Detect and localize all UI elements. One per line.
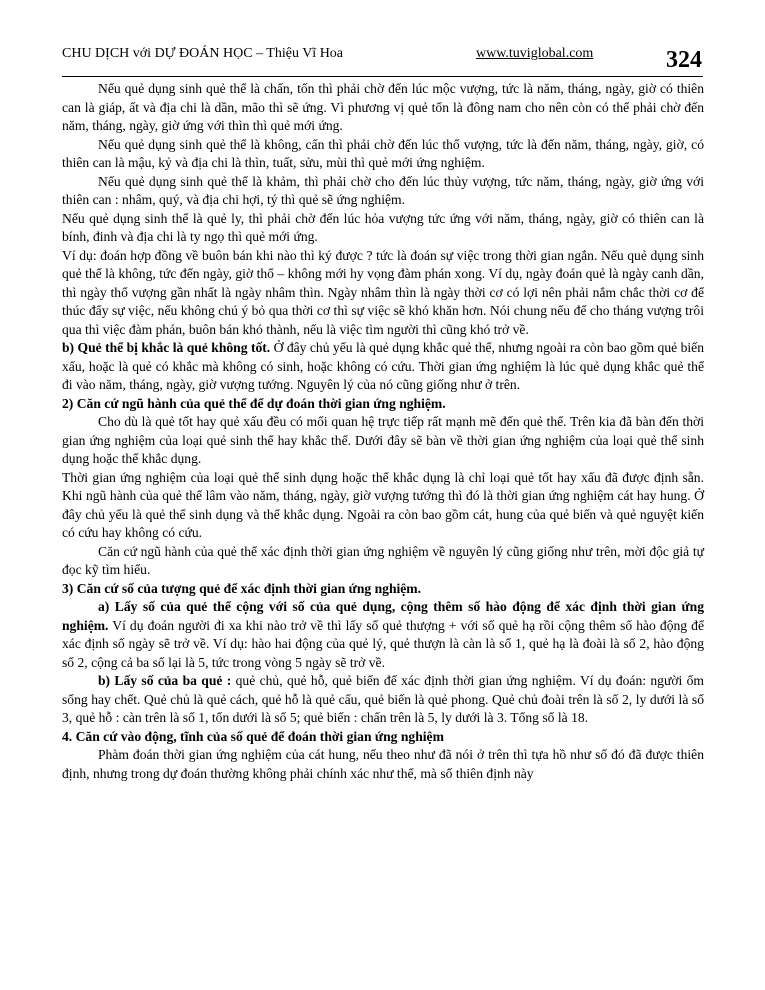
paragraph: Căn cứ ngũ hành của quẻ thể xác định thời gian ứng nghiệm về nguyên lý cũng giống như trên, mời độc giả tự đọc kỹ tìm hiểu. [62,543,704,577]
page-header [62,44,703,77]
paragraph-lead-bold: a) Lấy số của quẻ thể cộng với số của quẻ dụng, cộng thêm số hào động để xác định thời gian ứng nghiệm. [62,599,704,633]
paragraph: Thời gian ứng nghiệm của loại quẻ thể sinh dụng hoặc thể khắc dụng là chỉ loại quẻ tốt hay xấu đã được định sẵn. Khi ngũ hành của quẻ thể lâm vào năm, tháng, ngày, giờ vượng tướng thì đó là thời gian ứng nghiệm cát hay hung. Ở đây chủ yếu là quẻ thể sinh dụng và thể khắc dụng. Ngoài ra còn bao gồm cát, hung của quẻ biến và quẻ nguyệt kiến có cứu hay không có cứu. [62,469,704,540]
paragraph: Nếu quẻ dụng sinh quẻ thể là không, cấn thì phải chờ đến lúc thổ vượng, tức là đến năm, tháng, ngày, giờ, có thiên can là mậu, kỷ và địa chi là thìn, tuất, sửu, mùi thì quẻ mới ứng nghiệm. [62,136,704,170]
paragraph: Cho dù là quẻ tốt hay quẻ xấu đều có mối quan hệ trực tiếp rất mạnh mẽ đến quẻ thể. Trên kia đã bàn đến thời gian ứng nghiệm của loại quẻ sinh thể hay khắc thể. Dưới đây sẽ bàn về thời gian ứng nghiệm của loại quẻ thể sinh dụng hoặc thể khắc dụng. [62,414,704,466]
page-number: 324 [666,47,702,73]
paragraph: Ví dụ: đoán hợp đồng về buôn bán khi nào thì ký được ? tức là đoán sự việc trong thời gian ngắn. Nếu quẻ dụng sinh quẻ thể là không, tức đến ngày, giờ thổ – không mới hy vọng đàm phán xong. Ví dụ, ngày đoán quẻ là ngày canh dần, thì ngày thổ vượng gần nhất là ngày nhâm thìn. Ngày nhâm thìn là ngày thời cơ có lợi nên phải nắm chắc thời cơ để thúc đẩy sự việc, nếu không chú ý bỏ qua thời cơ thì sự việc sẽ khó khăn hơn. Nói chung nếu để cho tháng vượng trôi qua thì việc đàm phán, buôn bán khó thành, nếu là việc tìm người thì cũng khó trở về. [62,247,704,337]
paragraph-lead-bold: b) Lấy số của ba quẻ : [98,673,232,688]
paragraph-text: quẻ chủ, quẻ hỗ, quẻ biến để xác định thời gian ứng nghiệm. Ví dụ đoán: người ốm sống hay chết. Quẻ chủ là quẻ cách, quẻ hỗ là quẻ cấu, quẻ biến là quẻ phong. Quẻ chủ đoài trên là số 2, ly dưới là số 3, quẻ hỗ : càn trên là số 1, tốn dưới là số 5; quẻ biến : chấn trên là 5, ly dưới là 3. Tổng số là 18. [62,673,704,725]
paragraph [62,339,704,395]
paragraph: Nếu quẻ dụng sinh thể là quẻ ly, thì phải chờ đến lúc hỏa vượng tức ứng với năm, tháng, ngày, giờ có thiên can là bính, đinh và địa chi là ty ngọ thì quẻ mới ứng. [62,210,704,244]
header-title: CHU DỊCH với DỰ ĐOÁN HỌC – Thiệu Vĩ Hoa [62,46,344,61]
paragraph-lead-bold: b) Quẻ thể bị khắc là quẻ không tốt. [62,340,271,355]
header-url-link[interactable]: www.tuviglobal.com [476,46,594,61]
page-body [62,80,704,783]
paragraph: Nếu quẻ dụng sinh quẻ thể là chấn, tốn thì phải chờ đến lúc mộc vượng, tức là năm, tháng, ngày, giờ có thiên can là giáp, ất và địa chi là dần, mão thì sẽ ứng. Vì phương vị quẻ tốn là đông nam cho nên còn có thể phải chờ đến năm, tháng, ngày, giờ ứng với thìn thì quẻ mới ứng. [62,81,704,133]
section-heading: 4. Căn cứ vào động, tĩnh của số quẻ để đoán thời gian ứng nghiệm [62,728,444,744]
paragraph [62,672,704,728]
paragraph [62,598,704,672]
paragraph-text: Ở đây chủ yếu là quẻ dụng khắc quẻ thể, nhưng ngoài ra còn bao gồm quẻ biến xấu, hoặc là quẻ có khắc mà không có sinh, hoặc không có cứu. Thời gian ứng nghiệm là lúc quẻ dụng khắc quẻ thể đi vào năm, tháng, ngày, giờ vượng tướng. Nguyên lý của nó cũng giống như ở trên. [62,340,704,392]
paragraph: Nếu quẻ dụng sinh quẻ thể là khảm, thì phải chờ cho đến lúc thủy vượng, tức năm, tháng, ngày, giờ ứng với thiên can : nhâm, quý, và địa chi hợi, tý thì quẻ sẽ ứng nghiệm. [62,173,704,207]
paragraph-text: Ví dụ đoán người đi xa khi nào trở về thì lấy số quẻ thượng + với số quẻ hạ rồi cộng thêm số hào động để xác định số ngày sẽ trở về. Ví dụ: hào hai động của quẻ lý, quẻ thượn là càn là số 1, quẻ hạ là đoài là số 2, hào động số 2, cộng cả ba số lại là 5, tức trong vòng 5 ngày sẽ trở về. [62,617,704,670]
section-heading: 2) Căn cứ ngũ hành của quẻ thể để dự đoán thời gian ứng nghiệm. [62,395,446,411]
section-heading: 3) Căn cứ số của tượng quẻ để xác định thời gian ứng nghiệm. [62,580,422,596]
paragraph: Phàm đoán thời gian ứng nghiệm của cát hung, nếu theo như đã nói ở trên thì tựa hồ như số đó đã được thiên định, nhưng trong dự đoán thường không phải chính xác như thế, mà số thiên định này [62,747,704,781]
